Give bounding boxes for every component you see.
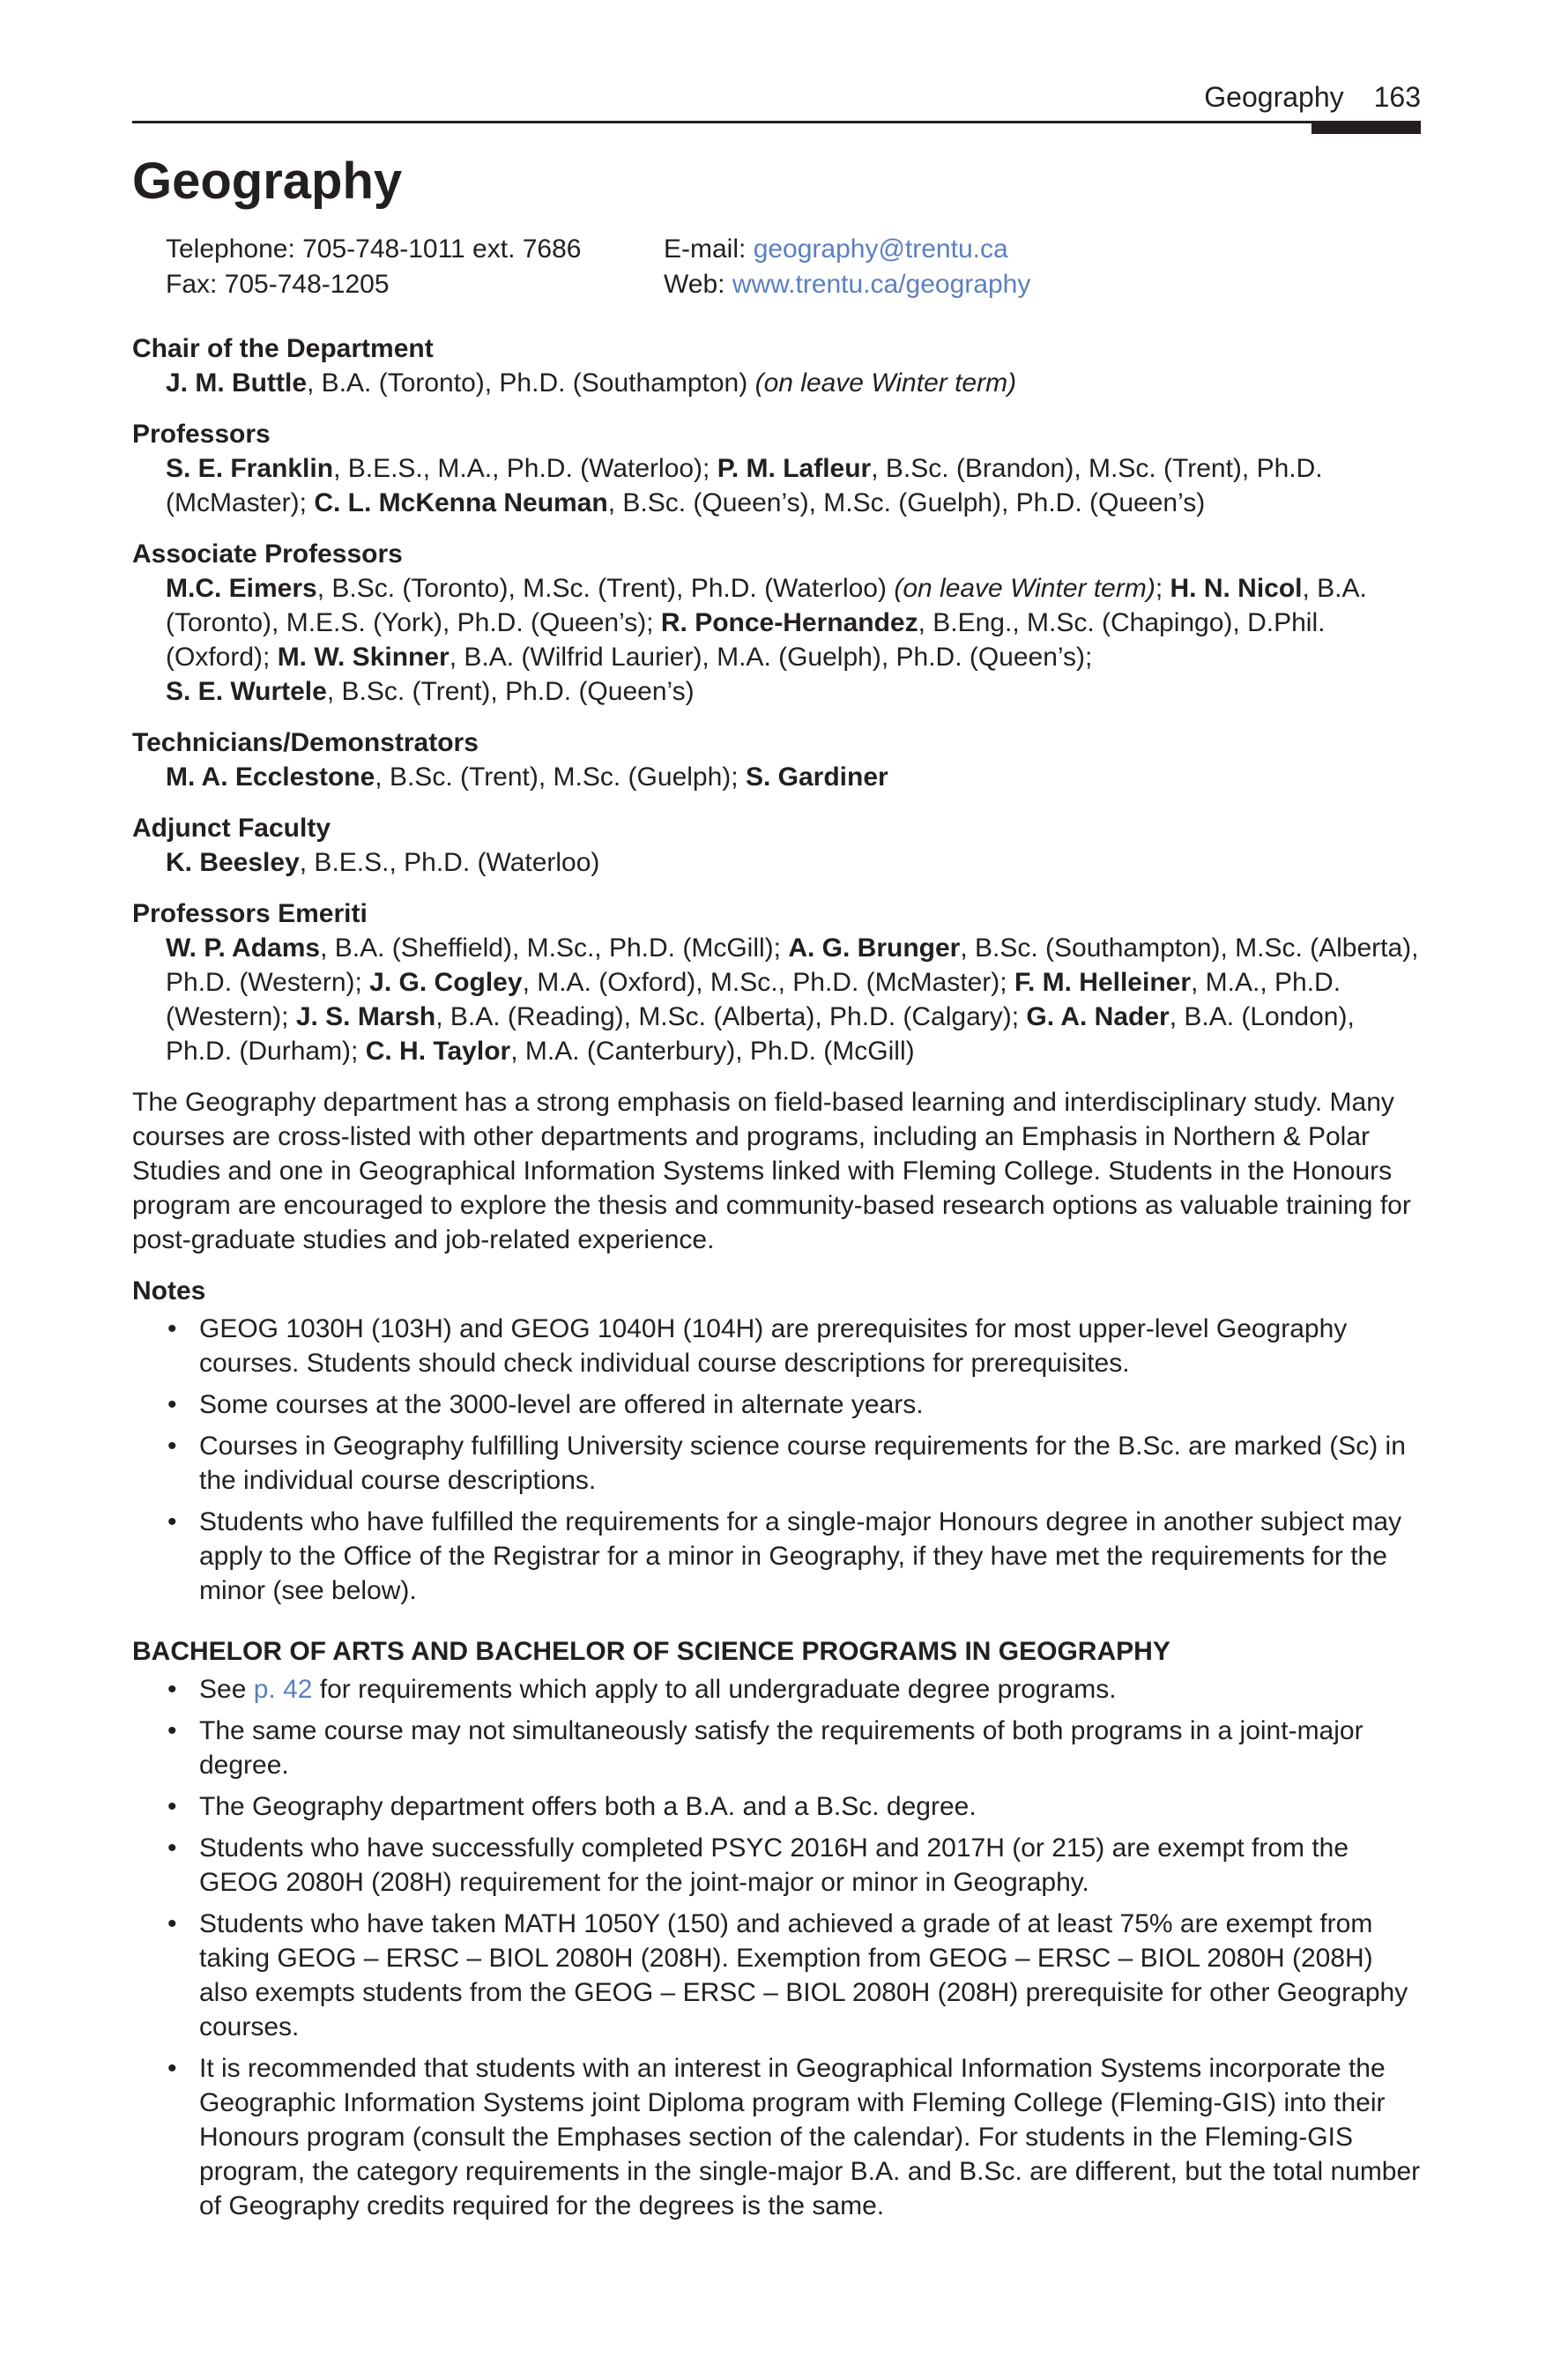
programs-list <box>132 1672 1421 2223</box>
faculty-creds: , B.Sc. (Toronto), M.Sc. (Trent), Ph.D. (Waterloo) <box>316 574 895 603</box>
faculty-creds: , M.A., Ph.D. (Western); <box>166 968 1341 1031</box>
faculty-creds: , B.Sc. (Brandon), M.Sc. (Trent), Ph.D. (McMaster); <box>166 454 1323 517</box>
list-item-text: It is recommended that students with an interest in Geographical Information Systems incorporate the Geographic Information Systems joint Diploma program with Fleming College (Fleming-GIS) into their Honours program (consult the Emphases section of the calendar). For students in the Fleming-GIS program, the category requirements in the single-major B.A. and B.Sc. are different, but the total number of Geography credits required for the degrees is the same. <box>199 2054 1421 2220</box>
faculty-creds: , B.Sc. (Trent), M.Sc. (Guelph); <box>375 762 746 792</box>
page-number: 163 <box>1373 81 1421 113</box>
faculty-creds: , M.A. (Oxford), M.Sc., Ph.D. (McMaster); <box>522 968 1014 997</box>
email-line <box>664 232 1008 267</box>
list-item <box>132 1714 1421 1782</box>
chair-section <box>132 331 1421 400</box>
list-item-text: See <box>199 1675 254 1704</box>
faculty-creds: , B.Sc. (Queen’s), M.Sc. (Guelph), Ph.D. (Queen’s) <box>607 488 1206 517</box>
contact-block <box>166 232 1030 302</box>
faculty-name: P. M. Lafleur <box>717 454 872 483</box>
faculty-name: M. W. Skinner <box>277 643 450 672</box>
list-item <box>132 1312 1421 1380</box>
bullet-icon: • <box>167 1909 177 1938</box>
email-label: E-mail: <box>664 234 754 264</box>
list-item <box>132 1505 1421 1608</box>
faculty-creds: , B.E.S., M.A., Ph.D. (Waterloo); <box>333 454 717 483</box>
faculty-creds: , B.E.S., Ph.D. (Waterloo) <box>299 848 600 877</box>
emeriti-text <box>166 931 1421 1068</box>
faculty-name: F. M. Helleiner <box>1014 968 1192 997</box>
leave-note: (on leave Winter term) <box>894 574 1155 603</box>
professors-text <box>166 451 1421 520</box>
bullet-icon: • <box>167 1833 177 1863</box>
faculty-creds: , B.A. (Toronto), Ph.D. (Southampton) <box>307 368 755 398</box>
associate-professors-section <box>132 537 1421 709</box>
faculty-creds: , B.A. (Wilfrid Laurier), M.A. (Guelph), Ph.D. (Queen’s); <box>449 643 1093 672</box>
faculty-name: S. Gardiner <box>745 762 888 792</box>
bullet-icon: • <box>167 1390 177 1419</box>
faculty-name: M. A. Ecclestone <box>166 762 375 792</box>
faculty-name: J. G. Cogley <box>369 968 523 997</box>
technicians-section <box>132 725 1421 794</box>
web-line <box>664 267 1030 302</box>
page-title: Geography <box>132 152 403 210</box>
list-item-text: for requirements which apply to all undergraduate degree programs. <box>312 1675 1117 1704</box>
notes-list <box>132 1312 1421 1608</box>
faculty-creds: , B.A. (Reading), M.Sc. (Alberta), Ph.D. (Calgary); <box>435 1002 1027 1031</box>
faculty-name: G. A. Nader <box>1026 1002 1170 1031</box>
faculty-name: S. E. Wurtele <box>166 677 327 706</box>
notes-heading: Notes <box>132 1276 206 1305</box>
faculty-creds: , B.A. (London), Ph.D. (Durham); <box>166 1002 1355 1066</box>
professors-section <box>132 417 1421 520</box>
emeriti-heading: Professors Emeriti <box>132 899 368 928</box>
list-item <box>132 1387 1421 1422</box>
adjunct-section <box>132 811 1421 880</box>
chair-heading: Chair of the Department <box>132 334 434 363</box>
professors-heading: Professors <box>132 420 271 449</box>
technicians-heading: Technicians/Demonstrators <box>132 728 479 757</box>
web-label: Web: <box>664 270 732 299</box>
list-item-text: Some courses at the 3000-level are offered in alternate years. <box>199 1390 924 1419</box>
header-tab-marker <box>1312 122 1421 134</box>
running-header <box>1204 81 1421 114</box>
associate-text <box>166 571 1421 709</box>
list-item-text: Students who have fulfilled the requirements for a single-major Honours degree in another subject may apply to the Office of the Registrar for a minor in Geography, if they have met the requirements for the minor (see below). <box>199 1507 1402 1605</box>
faculty-creds: , B.Sc. (Trent), Ph.D. (Queen’s) <box>326 677 695 706</box>
list-item-text: Courses in Geography fulfilling University science course requirements for the B.Sc. are marked (Sc) in the individual course descriptions. <box>199 1432 1406 1495</box>
bullet-icon: • <box>167 1432 177 1461</box>
list-item <box>132 1672 1421 1707</box>
faculty-name: S. E. Franklin <box>166 454 334 483</box>
list-item <box>132 2051 1421 2223</box>
bullet-icon: • <box>167 1314 177 1343</box>
list-item <box>132 1831 1421 1900</box>
faculty-name: H. N. Nicol <box>1170 574 1303 603</box>
faculty-creds: , B.Eng., M.Sc. (Chapingo), D.Phil. (Oxford); <box>166 608 1326 672</box>
list-item <box>132 1907 1421 2044</box>
bullet-icon: • <box>167 1716 177 1745</box>
list-item <box>132 1429 1421 1498</box>
fax: Fax: 705-748-1205 <box>166 270 390 299</box>
list-item <box>132 1789 1421 1824</box>
adjunct-text <box>166 845 1421 880</box>
bullet-icon: • <box>167 1675 177 1704</box>
separator: ; <box>1155 574 1170 603</box>
web-link[interactable]: www.trentu.ca/geography <box>732 270 1031 299</box>
technicians-text <box>166 760 1421 794</box>
faculty-creds: , B.A. (Toronto), M.E.S. (York), Ph.D. (Queen’s); <box>166 574 1367 637</box>
email-link[interactable]: geography@trentu.ca <box>753 234 1008 264</box>
bullet-icon: • <box>167 1792 177 1821</box>
faculty-name: C. H. Taylor <box>365 1037 511 1066</box>
faculty-creds: , B.Sc. (Southampton), M.Sc. (Alberta), Ph.D. (Western); <box>166 933 1419 997</box>
page-42-link[interactable]: p. 42 <box>253 1675 313 1704</box>
running-header-section: Geography <box>1204 81 1344 113</box>
intro-paragraph: The Geography department has a strong emphasis on field-based learning and interdisciplinary study. Many courses are cross-listed with other departments and programs, including an Emphasis in Northern & Polar Studies and one in Geographical Information Systems linked with Fleming College. Students in the Honours program are encouraged to explore the thesis and community-based research options as valuable training for post-graduate studies and job-related experience. <box>132 1088 1411 1254</box>
list-item-text: The same course may not simultaneously satisfy the requirements of both programs in a joint-major degree. <box>199 1716 1364 1780</box>
list-item-text: Students who have taken MATH 1050Y (150) and achieved a grade of at least 75% are exempt from taking GEOG – ERSC – BIOL 2080H (208H). Exemption from GEOG – ERSC – BIOL 2080H (208H) also exempts students from the GEOG – ERSC – BIOL 2080H (208H) prerequisite for other Geography courses. <box>199 1909 1408 2042</box>
leave-note: (on leave Winter term) <box>754 368 1017 398</box>
associate-heading: Associate Professors <box>132 539 403 569</box>
faculty-name: W. P. Adams <box>166 933 321 963</box>
bullet-icon: • <box>167 1507 177 1536</box>
bullet-icon: • <box>167 2054 177 2083</box>
faculty-creds: , B.A. (Sheffield), M.Sc., Ph.D. (McGill); <box>320 933 789 963</box>
faculty-name: K. Beesley <box>166 848 300 877</box>
faculty-name: J. M. Buttle <box>166 368 308 398</box>
header-rule <box>132 121 1421 123</box>
faculty-name: M.C. Eimers <box>166 574 317 603</box>
programs-heading: BACHELOR OF ARTS AND BACHELOR OF SCIENCE PROGRAMS IN GEOGRAPHY <box>132 1637 1170 1666</box>
faculty-name: A. G. Brunger <box>788 933 961 963</box>
list-item-text: Students who have successfully completed PSYC 2016H and 2017H (or 215) are exempt from the GEOG 2080H (208H) requirement for the joint-major or minor in Geography. <box>199 1833 1349 1897</box>
adjunct-heading: Adjunct Faculty <box>132 814 331 843</box>
faculty-creds: , M.A. (Canterbury), Ph.D. (McGill) <box>510 1037 915 1066</box>
list-item-text: The Geography department offers both a B.A. and a B.Sc. degree. <box>199 1792 977 1821</box>
list-item-text: GEOG 1030H (103H) and GEOG 1040H (104H) are prerequisites for most upper-level Geography courses. Students should check individual course descriptions for prerequisites. <box>199 1314 1348 1378</box>
faculty-name: C. L. McKenna Neuman <box>314 488 608 517</box>
emeriti-section <box>132 896 1421 1068</box>
telephone: Telephone: 705-748-1011 ext. 7686 <box>166 234 582 264</box>
main-content <box>132 331 1421 2246</box>
faculty-name: R. Ponce-Hernandez <box>660 608 918 637</box>
faculty-name: J. S. Marsh <box>295 1002 436 1031</box>
chair-text <box>166 366 1421 400</box>
